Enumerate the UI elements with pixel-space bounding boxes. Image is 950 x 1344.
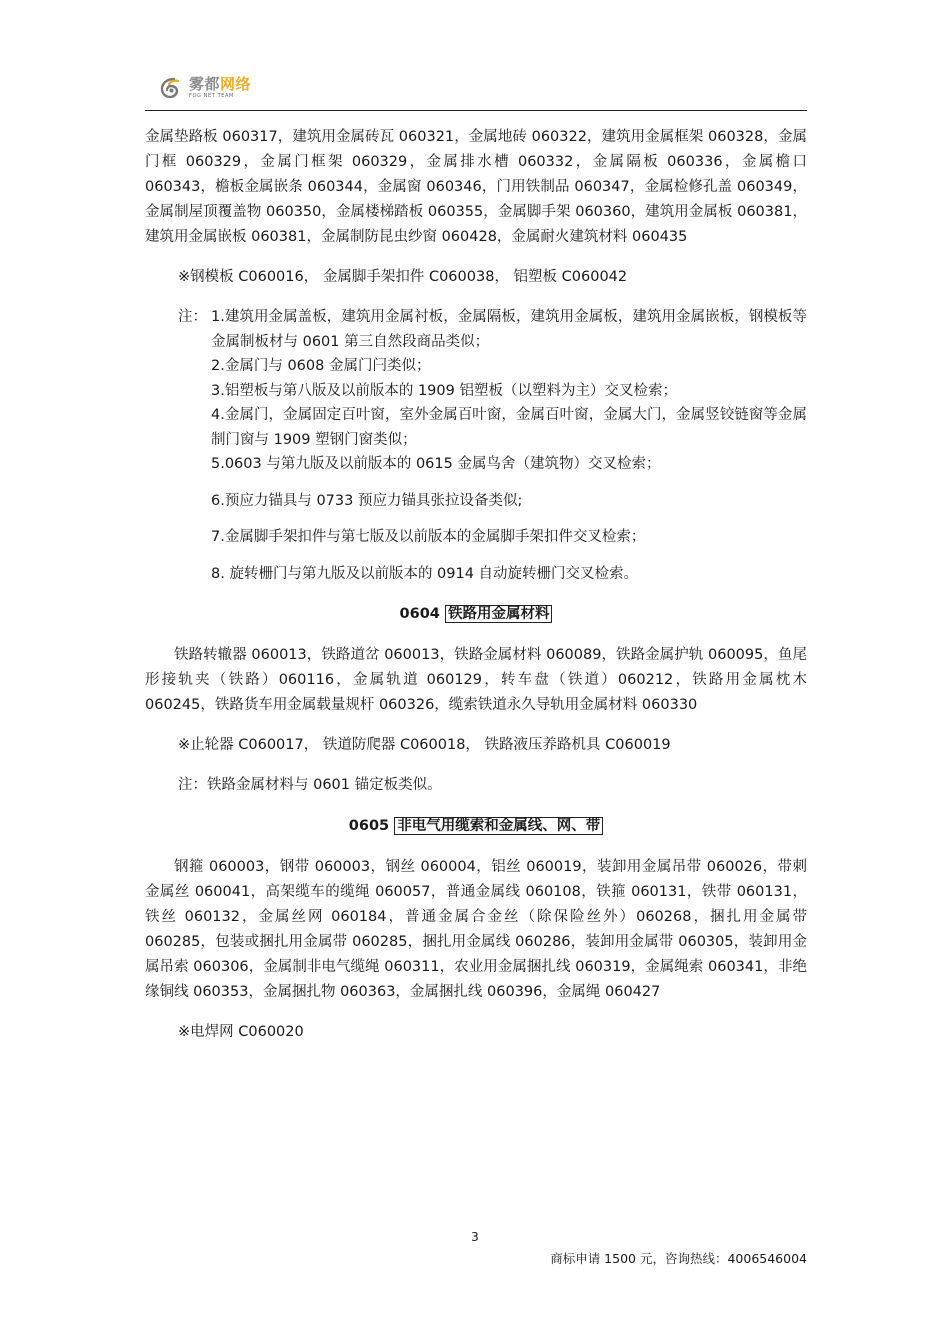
goods-paragraph-0604: 铁路转辙器 060013，铁路道岔 060013，铁路金属材料 060089，铁路金属护轨 060095，鱼尾形接轨夹（铁路）060116，金属轨道 060129，转车盘（铁道）060212，铁路用金属枕木 060245，铁路货车用金属载量规杆 060326，缆索铁道永久导轨用金属材料 060330	[145, 647, 807, 713]
notes-0603	[145, 305, 807, 586]
note-0604: 注：铁路金属材料与 0601 锚定板类似。	[178, 777, 442, 793]
note-item-6: 6.预应力锚具与 0733 预应力锚具张拉设备类似;	[211, 492, 523, 509]
logo-text-primary: 雾都	[189, 75, 221, 93]
note-item-3: 3.铝塑板与第八版及以前版本的 1909 铝塑板（以塑料为主）交叉检索；	[211, 382, 677, 399]
logo-swirl-icon	[159, 76, 183, 100]
section-title-boxed: 铁路用金属材料	[445, 605, 553, 623]
footer-advert: 商标申请 1500 元，咨询热线：4006546004	[550, 1251, 807, 1266]
logo-wordmark	[189, 77, 251, 99]
note-item-7: 7.金属脚手架扣件与第七版及以前版本的金属脚手架扣件交叉检索；	[211, 529, 646, 545]
note-item-1: 注： 1.建筑用金属盖板，建筑用金属衬板，金属隔板，建筑用金属板，建筑用金属嵌板，钢模板等金属制板材与 0601 第三自然段商品类似；	[145, 305, 807, 354]
goods-paragraph-0605: 钢箍 060003，钢带 060003，钢丝 060004，铝丝 060019，装卸用金属吊带 060026，带刺金属丝 060041，高架缆车的缆绳 060057，普通金属线 060108，铁箍 060131，铁带 060131，铁丝 060132，金属丝网 060184，普通金属合金丝（除保险丝外）060268，捆扎用金属带 060285，包装或捆扎用金属带 060285，捆扎用金属线 060286，装卸用金属带 060305，装卸用金属吊索 060306，金属制非电气缆绳 060311，农业用金属捆扎线 060319，金属绳索 060341，非绝缘铜线 060353，金属捆扎物 060363，金属捆扎线 060396，金属绳 060427	[145, 859, 807, 1000]
page-number: 3	[471, 1230, 479, 1244]
page-header	[145, 72, 807, 111]
note-item-5: 5.0603 与第九版及以前版本的 0615 金属鸟舍（建筑物）交叉检索；	[211, 456, 661, 472]
section-heading-0605	[145, 814, 807, 838]
section-heading-0604	[145, 602, 807, 626]
goods-paragraph-0603: 金属垫路板 060317，建筑用金属砖瓦 060321，金属地砖 060322，建筑用金属框架 060328，金属门框 060329，金属门框架 060329，金属排水槽 060332，金属隔板 060336，金属檐口 060343，檐板金属嵌条 060344，金属窗 060346，门用铁制品 060347，金属检修孔盖 060349，金属制屋顶覆盖物 060350，金属楼梯踏板 060355，金属脚手架 060360，建筑用金属板 060381，建筑用金属嵌板 060381，金属制防昆虫纱窗 060428，金属耐火建筑材料 060435	[145, 129, 807, 245]
company-logo	[159, 76, 251, 100]
section-code: 0604	[399, 606, 440, 622]
note-item-4: 4.金属门，金属固定百叶窗，室外金属百叶窗，金属百叶窗，金属大门，金属竖铰链窗等金属制门窗与 1909 塑钢门窗类似；	[211, 407, 807, 448]
logo-tagline: FOG NET TEAM	[189, 93, 234, 99]
starred-items-0604: ※止轮器 C060017， 铁道防爬器 C060018， 铁路液压养路机具 C060019	[178, 737, 671, 753]
logo-text-accent: 网络	[220, 75, 252, 93]
starred-items-0603: ※钢模板 C060016， 金属脚手架扣件 C060038， 铝塑板 C060042	[178, 269, 628, 285]
section-title-boxed: 非电气用缆索和金属线、网、带	[394, 817, 603, 835]
starred-items-0605: ※电焊网 C060020	[178, 1024, 304, 1040]
note-label: 注：	[178, 309, 207, 325]
section-code: 0605	[348, 818, 390, 834]
note-item-8: 8. 旋转栅门与第九版及以前版本的 0914 自动旋转栅门交叉检索。	[211, 565, 639, 582]
document-body	[145, 125, 807, 1045]
note-item-2: 2.金属门与 0608 金属门闩类似；	[211, 358, 431, 374]
